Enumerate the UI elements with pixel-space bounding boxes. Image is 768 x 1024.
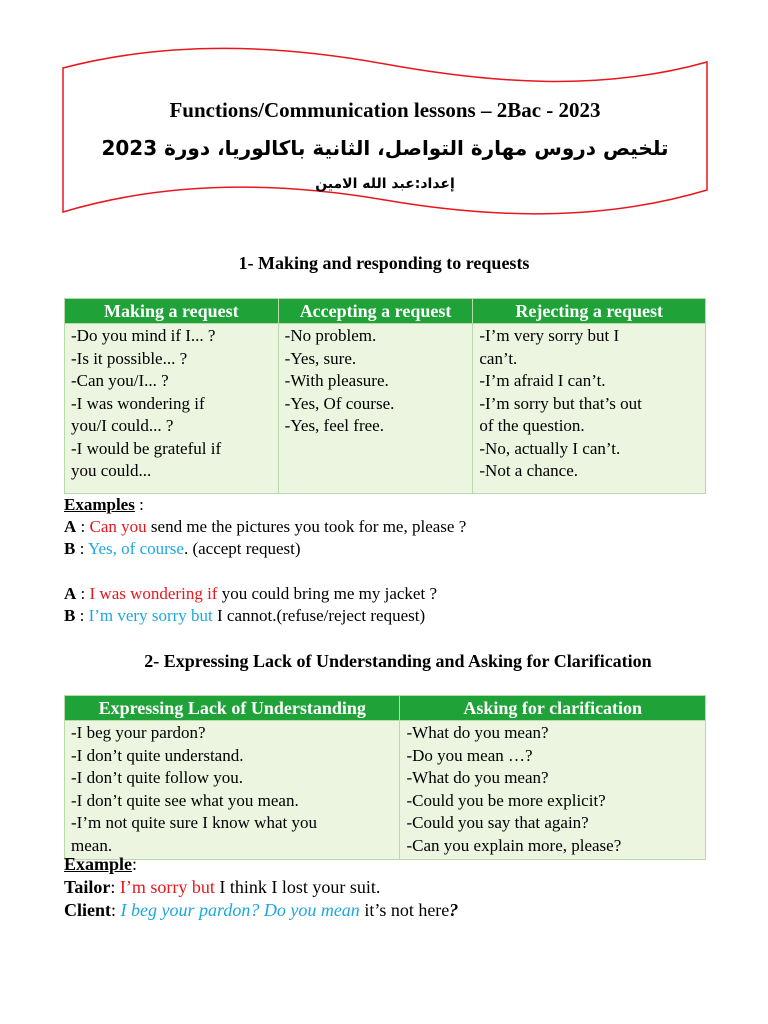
list-item: -I don’t quite follow you. — [71, 768, 244, 787]
examples-label: Examples — [64, 495, 135, 514]
list-item: -Do you mean …? — [406, 745, 533, 765]
list-item: can’t. — [479, 348, 518, 368]
section1-heading: 1- Making and responding to requests — [238, 253, 530, 273]
list-item: -I would be grateful if — [71, 438, 222, 458]
accepting-cell — [278, 324, 473, 494]
section2-heading: 2- Expressing Lack of Understanding and Asking for Clarification — [144, 651, 652, 671]
list-item: -Could you say that again? — [406, 813, 589, 832]
col-asking-clarification: Asking for clarification — [400, 696, 706, 721]
list-item: -What do you mean? — [406, 768, 549, 787]
speaker: B — [64, 539, 76, 558]
speaker: A — [64, 517, 77, 536]
highlight-phrase: I’m very sorry but — [88, 606, 213, 625]
list-item: -Do you mind if I... ? — [71, 326, 216, 345]
example1-a — [64, 516, 466, 538]
example-label: Example — [64, 854, 133, 874]
question-mark: ? — [449, 900, 459, 920]
list-item: -I don’t quite see what you mean. — [71, 790, 299, 810]
speaker: Client — [64, 900, 111, 920]
separator: : — [76, 517, 90, 536]
list-item: -Yes, feel free. — [284, 416, 384, 435]
title-banner — [60, 40, 710, 220]
making-cell — [65, 324, 279, 494]
list-item: -No, actually I can’t. — [479, 438, 621, 458]
speaker: Tailor — [64, 877, 111, 897]
list-item: -I’m not quite sure I know what you — [71, 813, 317, 832]
col-rejecting-request: Rejecting a request — [473, 299, 706, 324]
separator: : — [75, 539, 88, 558]
examples-colon: : — [134, 495, 144, 514]
list-item: -Can you explain more, please? — [406, 835, 622, 855]
lack-cell — [65, 721, 400, 860]
list-item: -I’m sorry but that’s out — [479, 393, 642, 413]
requests-table — [64, 298, 706, 494]
author-line: إعداد:عبد الله الامين — [315, 176, 455, 192]
examples-heading — [64, 494, 144, 516]
separator: : — [76, 584, 90, 603]
speaker: A — [64, 584, 77, 603]
arabic-title: تلخيص دروس مهارة التواصل، الثانية باكالوريا، دورة 2023 — [101, 136, 669, 160]
example-text: . (accept request) — [183, 539, 301, 558]
clarification-cell — [400, 721, 706, 860]
speaker: B — [64, 606, 76, 625]
wavy-banner-frame — [60, 40, 710, 220]
example-colon: : — [132, 854, 138, 874]
page-title: Functions/Communication lessons – 2Bac - 2023 — [169, 98, 601, 122]
list-item: -Is it possible... ? — [71, 348, 188, 368]
highlight-phrase: Yes, of course — [87, 539, 184, 558]
example-text: send me the pictures you took for me, please ? — [146, 517, 467, 536]
highlight-phrase: I beg your pardon? Do you mean — [120, 900, 360, 920]
highlight-phrase: Can you — [89, 517, 147, 536]
example2-a — [64, 583, 437, 605]
col-lack-of-understanding: Expressing Lack of Understanding — [65, 696, 400, 721]
example-heading — [64, 853, 137, 875]
list-item: -Can you/I... ? — [71, 371, 169, 390]
list-item: -With pleasure. — [284, 371, 389, 390]
highlight-phrase: I was wondering if — [89, 584, 218, 603]
list-item: you could... — [71, 461, 152, 480]
list-item: -No problem. — [284, 326, 377, 345]
list-item: -Could you be more explicit? — [406, 790, 606, 810]
list-item: -What do you mean? — [406, 723, 549, 742]
clarification-table — [64, 695, 706, 860]
example-text: you could bring me my jacket ? — [217, 584, 437, 603]
list-item: of the question. — [479, 416, 585, 435]
example-text: it’s not here — [359, 900, 450, 920]
list-item: mean. — [71, 835, 113, 855]
col-making-request: Making a request — [65, 299, 279, 324]
example1-b — [64, 538, 301, 560]
list-item: -I was wondering if — [71, 393, 205, 413]
list-item: -Not a chance. — [479, 461, 579, 480]
list-item: -I beg your pardon? — [71, 723, 206, 742]
highlight-phrase: I’m sorry but — [119, 877, 215, 897]
list-item: -Yes, Of course. — [284, 393, 395, 413]
list-item: -Yes, sure. — [284, 348, 357, 368]
example-tailor — [64, 876, 380, 898]
separator: : — [75, 606, 89, 625]
example-client — [64, 899, 458, 921]
example-text: I cannot.(refuse/reject request) — [212, 606, 426, 625]
rejecting-cell — [473, 324, 706, 494]
separator: : — [111, 900, 121, 920]
separator: : — [110, 877, 120, 897]
list-item: -I’m afraid I can’t. — [479, 371, 606, 390]
list-item: -I don’t quite understand. — [71, 745, 244, 765]
list-item: you/I could... ? — [71, 416, 174, 435]
example-text: I think I lost your suit. — [214, 877, 381, 897]
example2-b — [64, 605, 425, 627]
list-item: -I’m very sorry but I — [479, 326, 620, 345]
col-accepting-request: Accepting a request — [278, 299, 473, 324]
